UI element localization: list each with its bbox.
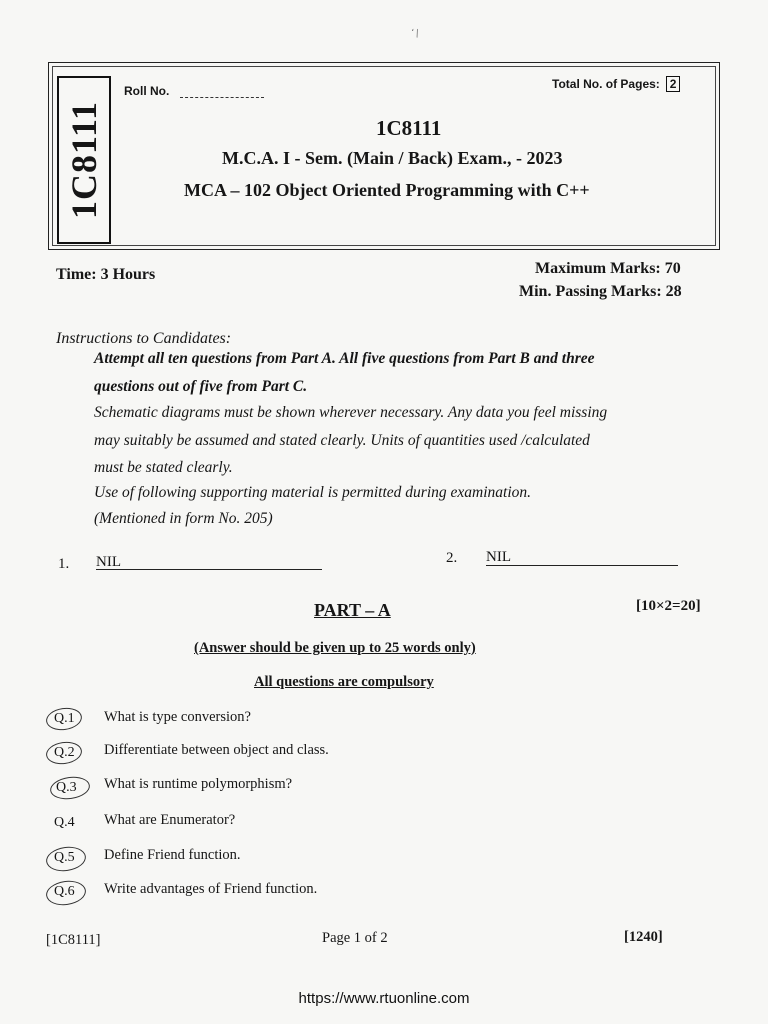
part-a-note-words: (Answer should be given up to 25 words only) [194,640,476,656]
instruction-line-4: may suitably be assumed and stated clearly. Units of quantities used /calculated [94,432,590,449]
footer-serial: [1240] [624,929,663,945]
instruction-line-7: (Mentioned in form No. 205) [94,510,273,527]
material-1-line [96,569,322,570]
material-2-number: 2. [446,550,458,566]
footer-page-number: Page 1 of 2 [322,930,388,946]
question-3-text: What is runtime polymorphism? [104,776,293,792]
part-a-note-compulsory: All questions are compulsory [254,674,434,690]
question-1-text: What is type conversion? [104,709,251,725]
material-2-value: NIL [486,549,511,565]
scan-mark: ‘∖ [408,26,422,41]
instruction-line-1: Attempt all ten questions from Part A. All five questions from Part B and three [94,350,595,367]
question-5-number: Q.5 [54,850,75,865]
question-1-number: Q.1 [54,711,75,726]
question-6-text: Write advantages of Friend function. [104,881,318,897]
question-4-text: What are Enumerator? [104,812,236,828]
side-code-box [57,76,111,244]
maximum-marks: Maximum Marks: 70 [535,260,681,277]
min-passing-marks: Min. Passing Marks: 28 [519,283,682,300]
instruction-line-6: Use of following supporting material is permitted during examination. [94,484,532,501]
subject-title: MCA – 102 Object Oriented Programming with C++ [184,180,590,200]
question-6-number: Q.6 [54,884,75,899]
paper-code: 1C8111 [376,116,442,140]
side-code: 1C8111 [64,100,104,220]
instruction-line-5: must be stated clearly. [94,459,233,476]
material-1-value: NIL [96,554,121,570]
roll-number-line [180,97,264,98]
total-pages [552,76,680,92]
question-4-number: Q.4 [54,815,75,830]
question-2-number: Q.2 [54,745,75,760]
instruction-line-3: Schematic diagrams must be shown wherever necessary. Any data you feel missing [94,404,608,421]
question-2-text: Differentiate between object and class. [104,742,329,758]
material-1-number: 1. [58,556,70,572]
time-allowed: Time: 3 Hours [56,266,156,283]
question-5-text: Define Friend function. [104,847,241,863]
instructions-heading: Instructions to Candidates: [56,330,232,347]
material-2-line [486,565,678,566]
total-pages-value: 2 [666,76,681,92]
part-a-marks: [10×2=20] [636,598,701,614]
total-pages-label: Total No. of Pages: [552,77,660,91]
question-3-number: Q.3 [56,780,77,795]
instruction-line-2: questions out of five from Part C. [94,378,308,395]
source-url[interactable]: https://www.rtuonline.com [298,990,470,1007]
part-a-title: PART – A [314,600,391,620]
footer-code: [1C8111] [46,932,101,948]
exam-title: M.C.A. I - Sem. (Main / Back) Exam., - 2023 [222,148,563,168]
roll-label: Roll No. [124,84,170,98]
